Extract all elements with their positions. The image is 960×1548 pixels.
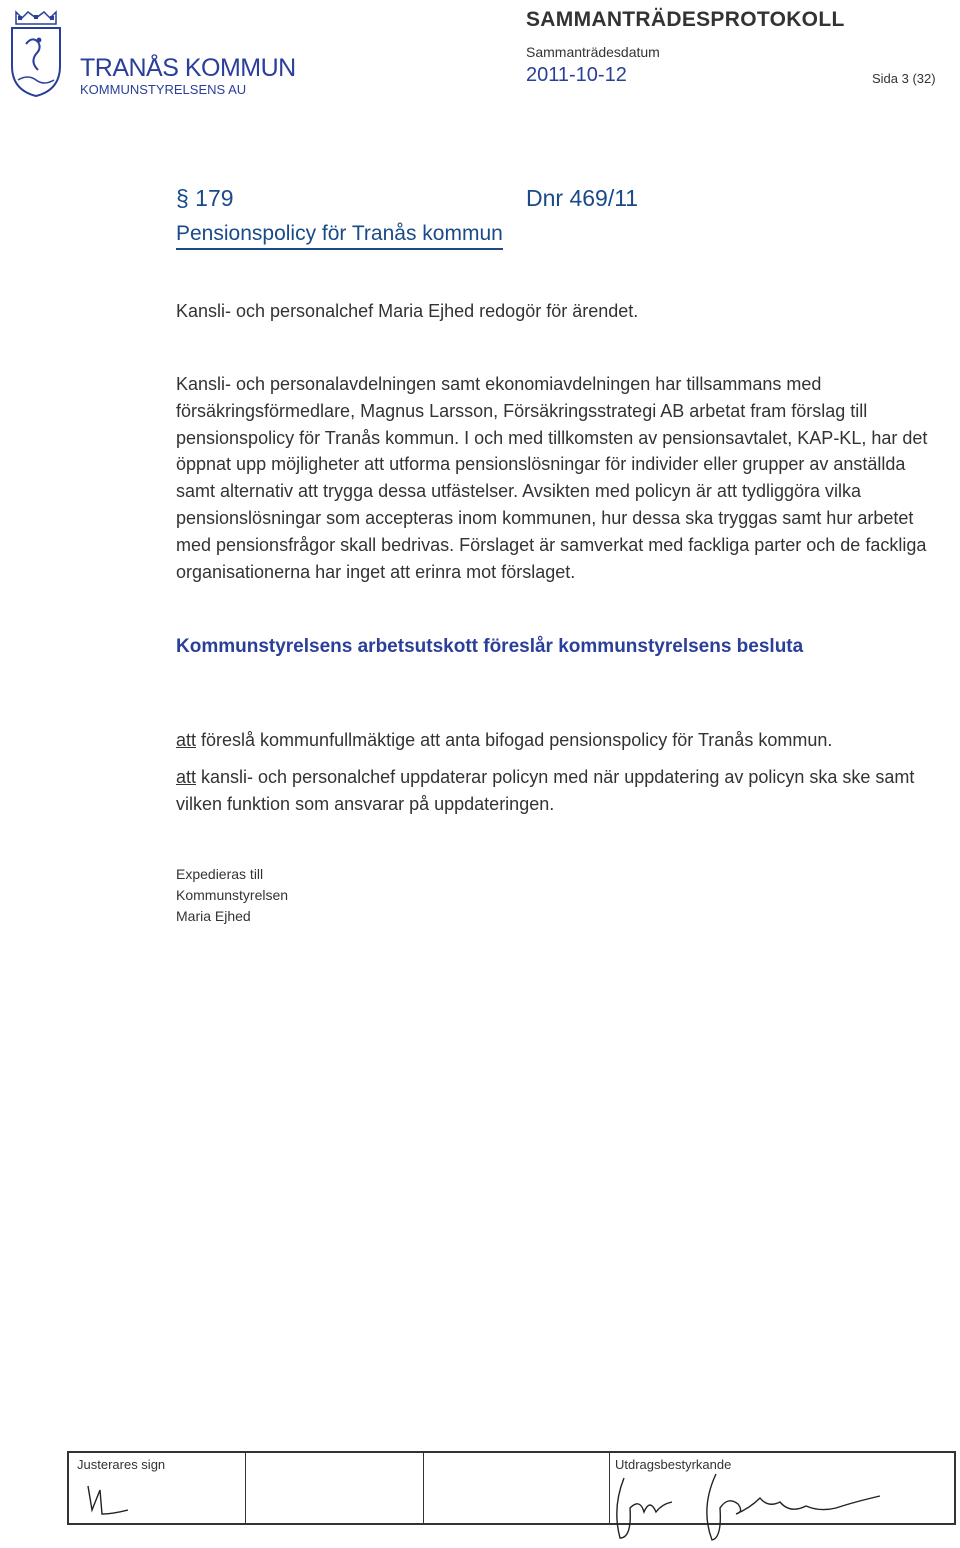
section-number: § 179 [176, 185, 234, 211]
decision-text: kansli- och personalchef uppdaterar policyn med när uppdatering av policyn ska ske samt vilken funktion som ansvarar på uppdateringen. [176, 767, 915, 814]
document-type: SAMMANTRÄDESPROTOKOLL [526, 8, 845, 31]
distribution-recipient: Kommunstyrelsen [176, 887, 289, 903]
adjuster-sign-label: Justerares sign [77, 1457, 166, 1472]
organization-name: TRANÅS KOMMUN [80, 54, 296, 82]
meeting-date: 2011-10-12 [526, 64, 627, 86]
distribution-recipient: Maria Ejhed [176, 908, 251, 924]
signature-cell [423, 1453, 610, 1523]
organization-subtitle: KOMMUNSTYRELSENS AU [80, 82, 247, 97]
section-title: Pensionspolicy för Tranås kommun [176, 221, 503, 250]
body-paragraph: Kansli- och personalavdelningen samt ekonomiavdelningen har tillsammans med försäkringsförmedlare, Magnus Larsson, Försäkringsstrategi AB arbetat fram förslag till pensionspolicy för Tranås kommun. I och med tillkomsten av pensionsavtalet, KAP-KL, har det öppnat upp möjligheter att utforma pensionslösningar för individer eller grupper av anställda samt alternativ att trygga dessa utfästelser. Avsikten med policyn är att tydliggöra vilka pensionslösningar som accepteras inom kommunen, hur dessa ska tryggas samt hur arbetet med pensionsfrågor skall bedrivas. Förslaget är samverkat med fackliga parter och de fackliga organisationerna har inget att erinra mot förslaget. [176, 374, 928, 582]
decision-item [176, 764, 946, 818]
att-keyword: att [176, 730, 197, 750]
municipal-crest-icon [8, 10, 64, 98]
registration-number: Dnr 469/11 [526, 185, 639, 211]
page-number: Sida 3 (32) [872, 71, 936, 86]
distribution-label: Expedieras till [176, 866, 264, 882]
extract-certification-label: Utdragsbestyrkande [615, 1457, 732, 1472]
meeting-date-label: Sammanträdesdatum [526, 44, 660, 60]
decision-item [176, 727, 946, 754]
proposal-heading: Kommunstyrelsens arbetsutskott föreslår kommunstyrelsens besluta [176, 636, 804, 657]
decision-text: föreslå kommunfullmäktige att anta bifogad pensionspolicy för Tranås kommun. [196, 730, 833, 750]
intro-paragraph: Kansli- och personalchef Maria Ejhed redogör för ärendet. [176, 301, 639, 321]
handwritten-signature [610, 1468, 910, 1548]
handwritten-initials [82, 1480, 142, 1520]
signature-cell [245, 1453, 424, 1523]
att-keyword: att [176, 767, 197, 787]
